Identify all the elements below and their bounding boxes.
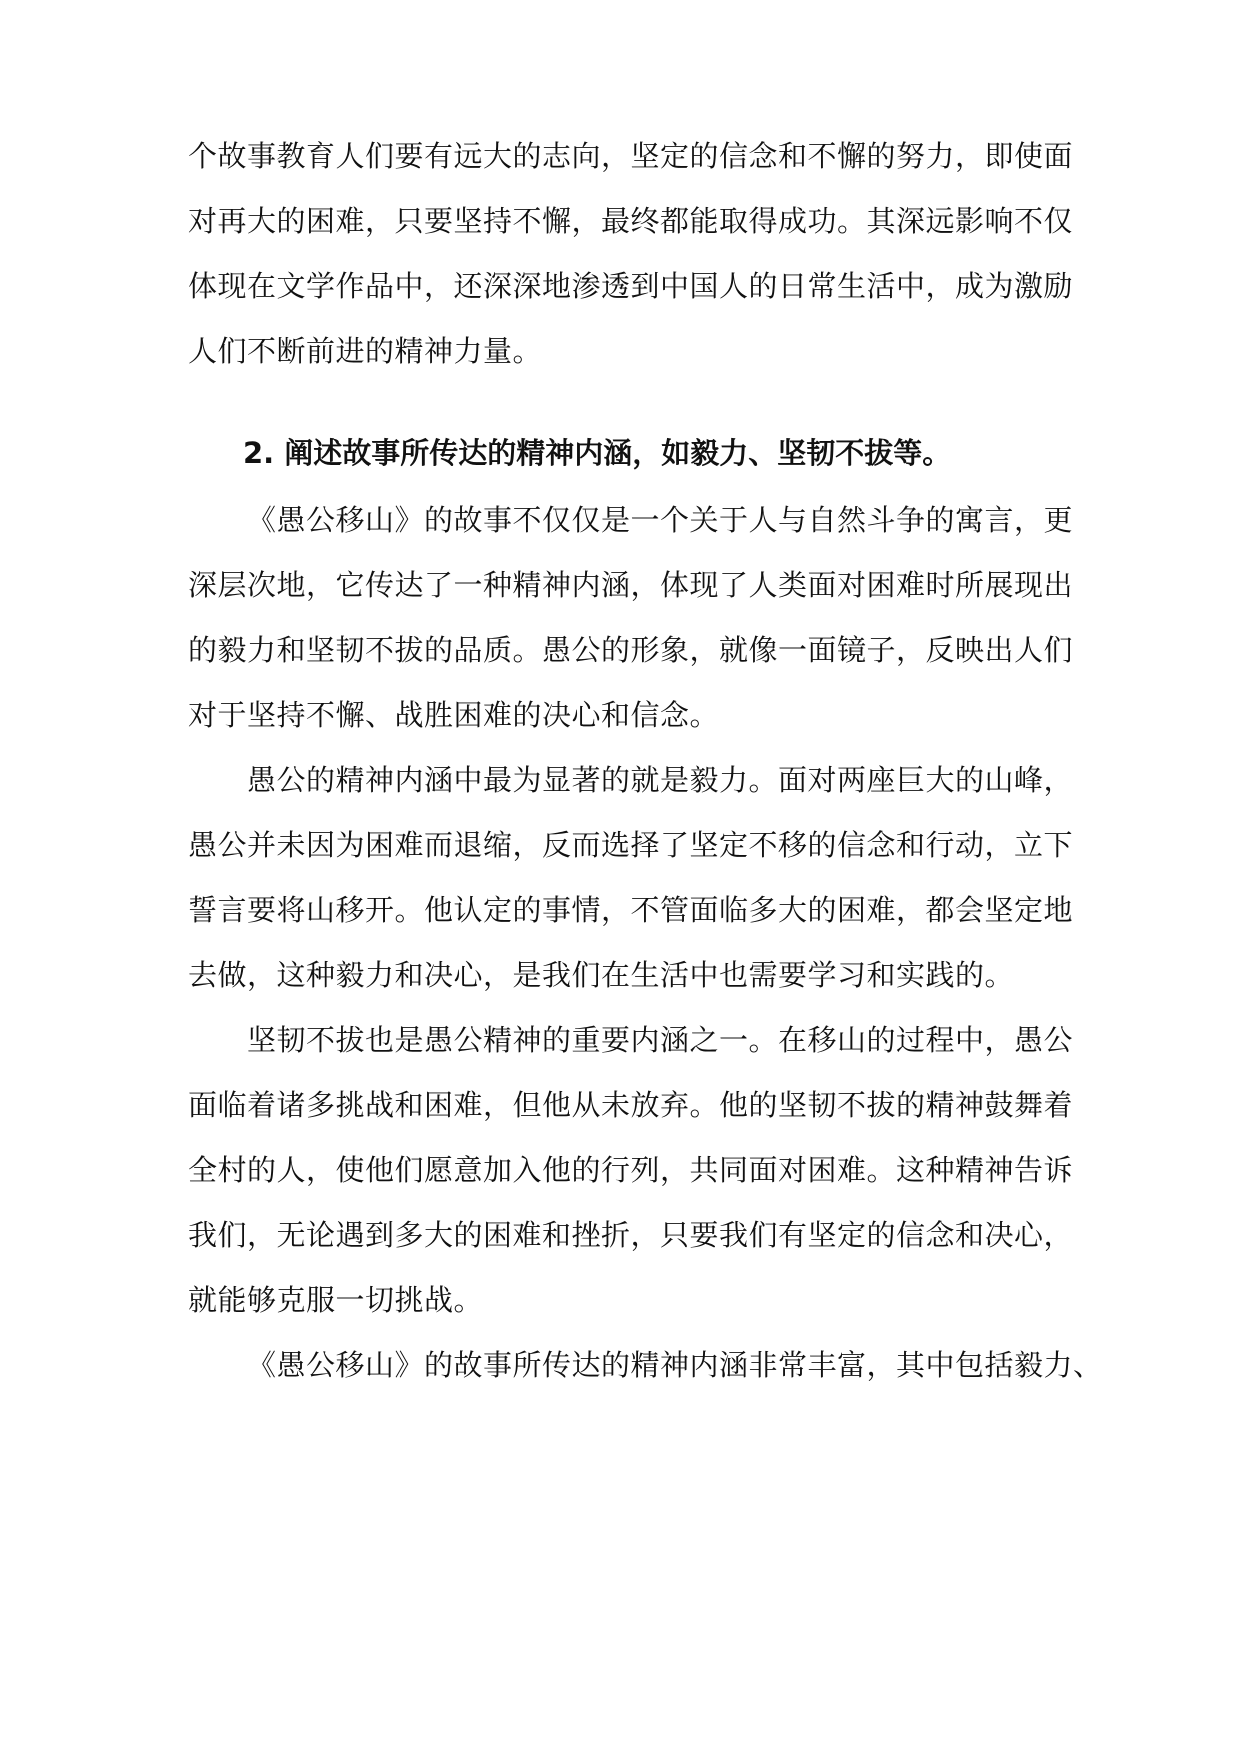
- text-line: 体现在文学作品中，还深深地渗透到中国人的日常生活中，成为激励: [188, 269, 1074, 303]
- text-line: 《愚公移山》的故事不仅仅是一个关于人与自然斗争的寓言，更: [247, 503, 1074, 537]
- text-line: 对于坚持不懈、战胜困难的决心和信念。: [188, 698, 720, 732]
- section-heading: 2. 阐述故事所传达的精神内涵，如毅力、坚韧不拔等。: [243, 436, 952, 470]
- text-line: 个故事教育人们要有远大的志向，坚定的信念和不懈的努力，即使面: [188, 139, 1074, 173]
- text-line: 深层次地，它传达了一种精神内涵，体现了人类面对困难时所展现出: [188, 568, 1074, 602]
- text-line: 去做，这种毅力和决心，是我们在生活中也需要学习和实践的。: [188, 958, 1015, 992]
- text-line: 我们，无论遇到多大的困难和挫折，只要我们有坚定的信念和决心，: [188, 1218, 1074, 1252]
- text-line: 全村的人，使他们愿意加入他的行列，共同面对困难。这种精神告诉: [188, 1153, 1074, 1187]
- text-line: 面临着诸多挑战和困难，但他从未放弃。他的坚韧不拔的精神鼓舞着: [188, 1088, 1074, 1122]
- text-line: 愚公并未因为困难而退缩，反而选择了坚定不移的信念和行动，立下: [188, 828, 1074, 862]
- text-line: 就能够克服一切挑战。: [188, 1283, 484, 1317]
- text-line: 对再大的困难，只要坚持不懈，最终都能取得成功。其深远影响不仅: [188, 204, 1074, 238]
- text-line: 坚韧不拔也是愚公精神的重要内涵之一。在移山的过程中，愚公: [247, 1023, 1074, 1057]
- text-line: 人们不断前进的精神力量。: [188, 334, 543, 368]
- text-line: 《愚公移山》的故事所传达的精神内涵非常丰富，其中包括毅力、: [247, 1348, 1103, 1382]
- text-line: 的毅力和坚韧不拔的品质。愚公的形象，就像一面镜子，反映出人们: [188, 633, 1074, 667]
- text-line: 愚公的精神内涵中最为显著的就是毅力。面对两座巨大的山峰，: [247, 763, 1074, 797]
- text-line: 誓言要将山移开。他认定的事情，不管面临多大的困难，都会坚定地: [188, 893, 1074, 927]
